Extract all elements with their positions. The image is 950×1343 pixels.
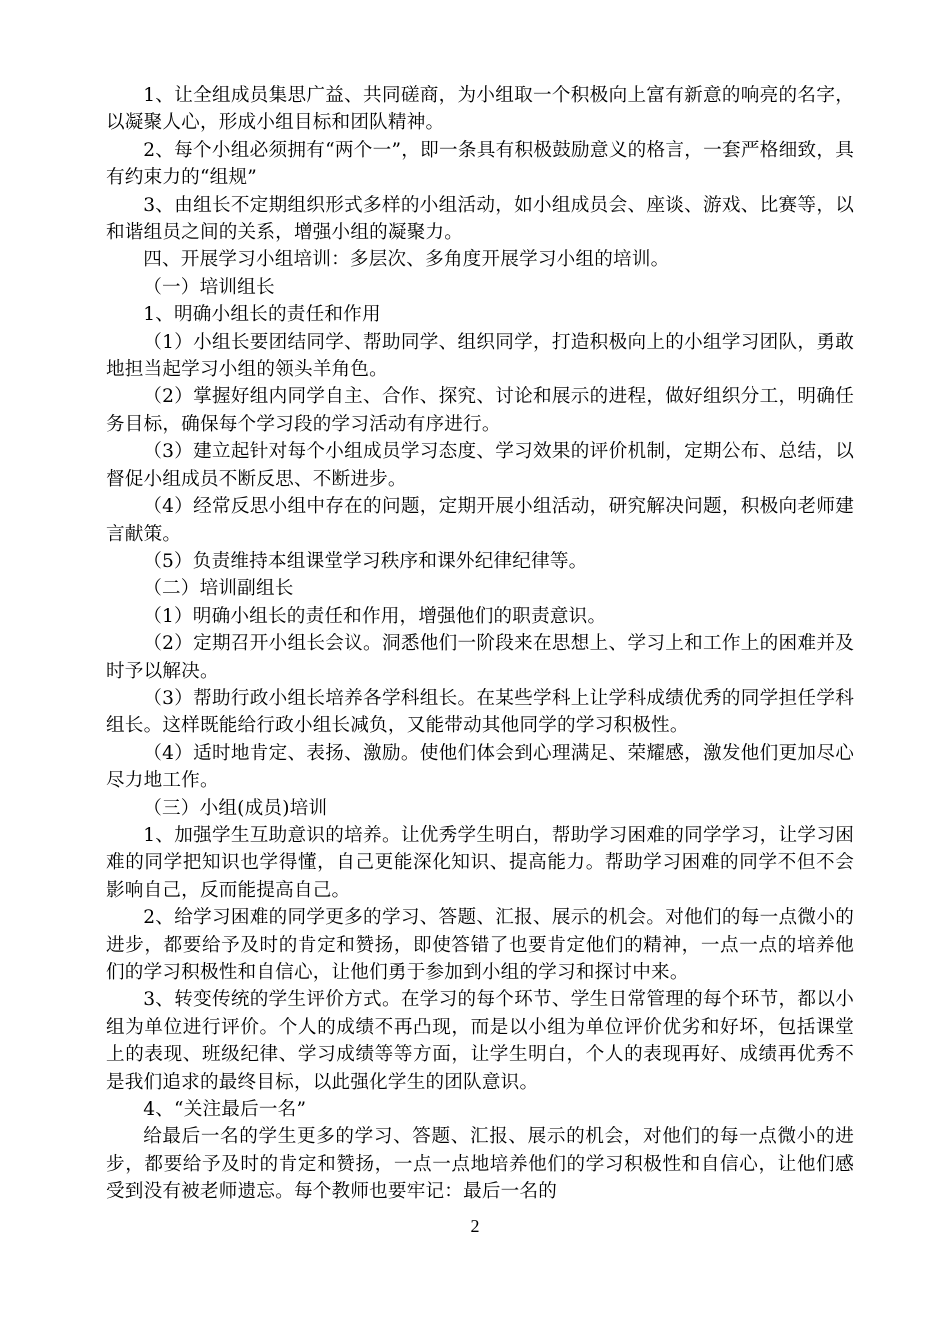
paragraph-9: （3）建立起针对每个小组成员学习态度、学习效果的评价机制，定期公布、总结，以督促小组成员不断反思、不断进步。 [106,441,854,490]
paragraph-7: （1）小组长要团结同学、帮助同学、组织同学，打造积极向上的小组学习团队，勇敢地担当起学习小组的领头羊角色。 [106,331,854,381]
paragraph-18: 1、加强学生互助意识的培养。让优秀学生明白，帮助学习困难的同学学习，让学习困难的同学把知识也学得懂，自己更能深化知识、提高能力。帮助学习困难的同学不但不会影响自己，反而能提高自己。 [106,824,854,901]
item-heading-4: 4、“关注最后一名” [143,1099,307,1121]
paragraph-11: （5）负责维持本组课堂学习秩序和课外纪律纪律等。 [143,550,588,572]
paragraph-1: 1、让全组成员集思广益、共同磋商，为小组取一个积极向上富有新意的响亮的名字，以凝聚人心，形成小组目标和团队精神。 [106,85,854,134]
page-number: 2 [470,1216,480,1236]
subsection-heading-3: （三）小组(成员)培训 [143,797,328,819]
paragraph-2: 2、每个小组必须拥有“两个一”，即一条具有积极鼓励意义的格言，一套严格细致，具有约束力的“组规” [106,139,854,189]
item-heading-1: 1、明确小组长的责任和作用 [143,304,381,326]
paragraph-14: （2）定期召开小组长会议。洞悉他们一阶段来在思想上、学习上和工作上的困难并及时予以解决。 [106,633,854,682]
paragraph-15: （3）帮助行政小组长培养各学科组长。在某些学科上让学科成绩优秀的同学担任学科组长。这样既能给行政小组长减负，又能带动其他同学的学习积极性。 [106,687,854,737]
document-body [106,82,854,1206]
section-heading-4: 四、开展学习小组培训：多层次、多角度开展学习小组的培训。 [143,249,670,271]
paragraph-22: 给最后一名的学生更多的学习、答题、汇报、展示的机会，对他们的每一点微小的进步，都要给予及时的肯定和赞扬，一点一点地培养他们的学习积极性和自信心，让他们感受到没有被老师遗忘。每个教师也要牢记：最后一名的 [106,1126,854,1203]
paragraph-13: （1）明确小组长的责任和作用，增强他们的职责意识。 [143,605,607,627]
paragraph-16: （4）适时地肯定、表扬、激励。使他们体会到心理满足、荣耀感，激发他们更加尽心尽力地工作。 [106,742,854,792]
paragraph-19: 2、给学习困难的同学更多的学习、答题、汇报、展示的机会。对他们的每一点微小的进步，都要给予及时的肯定和赞扬，即使答错了也要肯定他们的精神，一点一点的培养他们的学习积极性和自信心，让他们勇于参加到小组的学习和探讨中来。 [106,907,854,983]
subsection-heading-1: （一）培训组长 [143,276,275,298]
paragraph-20: 3、转变传统的学生评价方式。在学习的每个环节、学生日常管理的每个环节，都以小组为单位进行评价。个人的成绩不再凸现，而是以小组为单位评价优劣和好坏，包括课堂上的表现、班级纪律、学习成绩等等方面，让学生明白，个人的表现再好、成绩再优秀不是我们追求的最终目标，以此强化学生的团队意识。 [106,989,854,1093]
paragraph-3: 3、由组长不定期组织形式多样的小组活动，如小组成员会、座谈、游戏、比赛等，以和谐组员之间的关系，增强小组的凝聚力。 [106,194,854,244]
paragraph-10: （4）经常反思小组中存在的问题，定期开展小组活动，研究解决问题，积极向老师建言献策。 [106,496,854,545]
subsection-heading-2: （二）培训副组长 [143,578,294,600]
paragraph-8: （2）掌握好组内同学自主、合作、探究、讨论和展示的进程，做好组织分工，明确任务目标，确保每个学习段的学习活动有序进行。 [106,386,854,435]
